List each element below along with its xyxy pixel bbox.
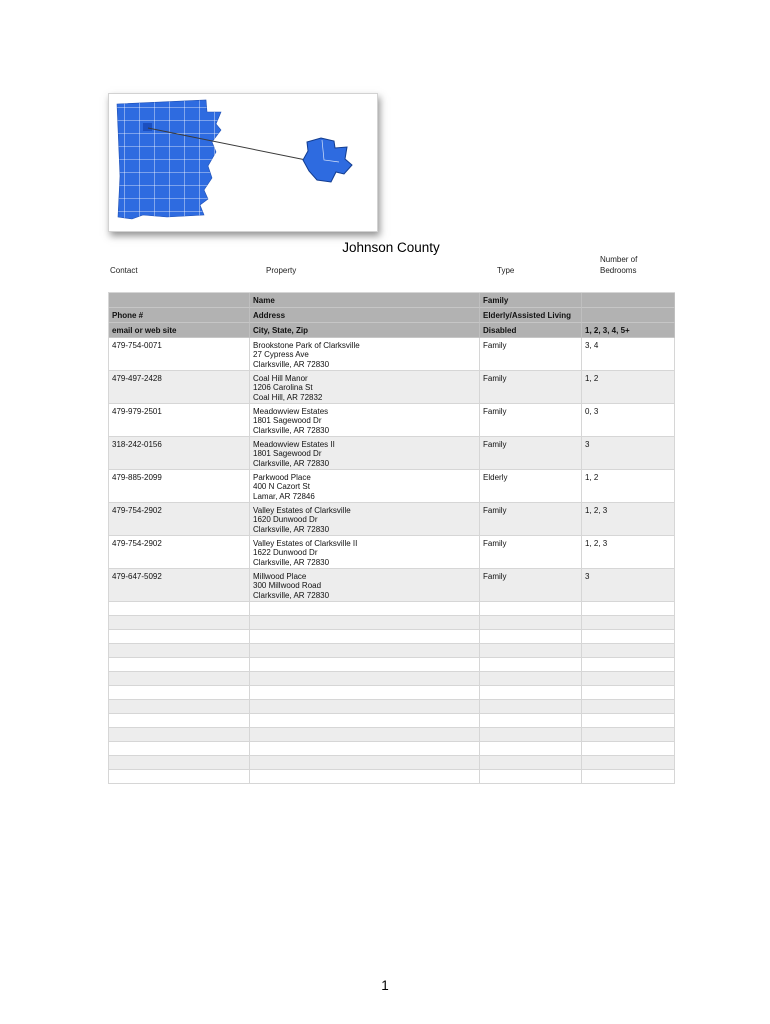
empty-cell xyxy=(109,700,250,714)
property-cell xyxy=(250,371,480,404)
empty-cell xyxy=(582,616,675,630)
housing-table xyxy=(108,292,675,784)
phone-cell: 479-754-0071 xyxy=(109,338,250,371)
empty-cell xyxy=(250,616,480,630)
table-row xyxy=(109,371,675,404)
header-family-cell: Family xyxy=(480,293,582,308)
empty-cell xyxy=(109,630,250,644)
property-address: 27 Cypress Ave xyxy=(253,350,309,360)
property-city: Clarksville, AR 72830 xyxy=(253,524,330,534)
empty-table-row xyxy=(109,672,675,686)
map-container xyxy=(108,93,378,232)
property-name: Brookstone Park of Clarksville xyxy=(253,341,360,350)
property-city: Clarksville, AR 72830 xyxy=(253,458,330,468)
property-name: Parkwood Place xyxy=(253,473,311,482)
empty-table-row xyxy=(109,616,675,630)
property-column-label: Property xyxy=(266,265,297,275)
property-name: Meadowview Estates xyxy=(253,407,329,416)
empty-cell xyxy=(250,756,480,770)
empty-cell xyxy=(480,742,582,756)
property-name: Valley Estates of Clarksville xyxy=(253,506,351,515)
empty-cell xyxy=(250,714,480,728)
page-title: Johnson County xyxy=(342,240,440,255)
phone-cell: 479-497-2428 xyxy=(109,371,250,404)
property-city: Clarksville, AR 72830 xyxy=(253,425,330,435)
empty-cell xyxy=(582,770,675,784)
property-cell xyxy=(250,437,480,470)
bedrooms-cell: 1, 2, 3 xyxy=(582,536,675,569)
bedrooms-label-line2: Bedrooms xyxy=(600,265,637,275)
type-cell: Family xyxy=(480,437,582,470)
empty-cell xyxy=(480,658,582,672)
table-row xyxy=(109,338,675,371)
bedrooms-cell: 3, 4 xyxy=(582,338,675,371)
empty-cell xyxy=(480,700,582,714)
empty-cell xyxy=(250,686,480,700)
type-cell: Family xyxy=(480,536,582,569)
table-row xyxy=(109,470,675,503)
type-column-label: Type xyxy=(497,265,515,275)
empty-cell xyxy=(582,728,675,742)
empty-cell xyxy=(480,616,582,630)
county-grid-lines xyxy=(109,94,229,226)
table-row xyxy=(109,569,675,602)
empty-cell xyxy=(480,756,582,770)
empty-cell xyxy=(250,742,480,756)
arkansas-county-map-icon xyxy=(109,94,377,231)
empty-cell xyxy=(480,728,582,742)
property-address: 400 N Cazort St xyxy=(253,482,310,492)
empty-cell xyxy=(480,686,582,700)
empty-cell xyxy=(250,644,480,658)
type-cell: Elderly xyxy=(480,470,582,503)
empty-cell xyxy=(582,672,675,686)
phone-cell: 479-979-2501 xyxy=(109,404,250,437)
header-empty-cell xyxy=(582,308,675,323)
header-phone-cell: Phone # xyxy=(109,308,250,323)
property-city: Clarksville, AR 72830 xyxy=(253,359,330,369)
type-cell: Family xyxy=(480,338,582,371)
table-header-row-3 xyxy=(109,323,675,338)
property-name: Meadowview Estates II xyxy=(253,440,335,449)
empty-cell xyxy=(250,658,480,672)
property-city: Coal Hill, AR 72832 xyxy=(253,392,323,402)
empty-cell xyxy=(109,602,250,616)
bedrooms-cell: 3 xyxy=(582,569,675,602)
empty-cell xyxy=(582,756,675,770)
empty-cell xyxy=(582,742,675,756)
empty-table-row xyxy=(109,728,675,742)
empty-cell xyxy=(250,700,480,714)
header-empty-cell xyxy=(582,293,675,308)
empty-cell xyxy=(250,630,480,644)
bedrooms-cell: 0, 3 xyxy=(582,404,675,437)
header-email-cell: email or web site xyxy=(109,323,250,338)
empty-cell xyxy=(480,644,582,658)
empty-table-row xyxy=(109,644,675,658)
empty-cell xyxy=(582,602,675,616)
header-disabled-cell: Disabled xyxy=(480,323,582,338)
empty-cell xyxy=(109,770,250,784)
empty-cell xyxy=(109,742,250,756)
table-row xyxy=(109,437,675,470)
empty-rows xyxy=(109,602,675,784)
empty-cell xyxy=(109,728,250,742)
empty-cell xyxy=(109,644,250,658)
property-city: Clarksville, AR 72830 xyxy=(253,590,330,600)
phone-cell: 479-754-2902 xyxy=(109,536,250,569)
table-header-row-1 xyxy=(109,293,675,308)
empty-table-row xyxy=(109,686,675,700)
empty-cell xyxy=(480,672,582,686)
empty-cell xyxy=(250,770,480,784)
type-cell: Family xyxy=(480,371,582,404)
phone-cell: 318-242-0156 xyxy=(109,437,250,470)
empty-cell xyxy=(480,602,582,616)
table-header-row-2 xyxy=(109,308,675,323)
empty-cell xyxy=(582,630,675,644)
empty-cell xyxy=(109,616,250,630)
page-number: 1 xyxy=(381,978,389,993)
empty-table-row xyxy=(109,602,675,616)
empty-cell xyxy=(109,756,250,770)
johnson-county-highlight xyxy=(143,123,152,131)
property-address: 1801 Sagewood Dr xyxy=(253,449,322,459)
table-row xyxy=(109,404,675,437)
empty-cell xyxy=(582,644,675,658)
phone-cell: 479-647-5092 xyxy=(109,569,250,602)
property-cell xyxy=(250,470,480,503)
type-cell: Family xyxy=(480,404,582,437)
property-address: 1801 Sagewood Dr xyxy=(253,416,322,426)
empty-cell xyxy=(109,686,250,700)
empty-cell xyxy=(480,630,582,644)
contact-column-label: Contact xyxy=(110,265,138,275)
empty-cell xyxy=(109,672,250,686)
empty-table-row xyxy=(109,756,675,770)
header-name-cell: Name xyxy=(250,293,480,308)
type-cell: Family xyxy=(480,569,582,602)
empty-table-row xyxy=(109,630,675,644)
bedrooms-cell: 3 xyxy=(582,437,675,470)
property-cell xyxy=(250,404,480,437)
header-city-cell: City, State, Zip xyxy=(250,323,480,338)
empty-cell xyxy=(582,686,675,700)
property-city: Clarksville, AR 72830 xyxy=(253,557,330,567)
bedrooms-cell: 1, 2, 3 xyxy=(582,503,675,536)
header-address-cell: Address xyxy=(250,308,480,323)
property-cell xyxy=(250,569,480,602)
property-cell xyxy=(250,536,480,569)
bedrooms-column-label xyxy=(581,255,674,276)
empty-cell xyxy=(109,714,250,728)
empty-cell xyxy=(250,602,480,616)
column-group-labels xyxy=(108,252,674,276)
empty-table-row xyxy=(109,742,675,756)
property-cell xyxy=(250,503,480,536)
property-name: Valley Estates of Clarksville II xyxy=(253,539,358,548)
empty-cell xyxy=(250,672,480,686)
empty-cell xyxy=(250,728,480,742)
property-cell xyxy=(250,338,480,371)
johnson-county-shape xyxy=(303,138,352,182)
table-row xyxy=(109,503,675,536)
empty-table-row xyxy=(109,700,675,714)
property-address: 1620 Dunwood Dr xyxy=(253,515,318,525)
header-bedrooms-cell: 1, 2, 3, 4, 5+ xyxy=(582,323,675,338)
empty-table-row xyxy=(109,658,675,672)
type-cell: Family xyxy=(480,503,582,536)
empty-table-row xyxy=(109,714,675,728)
phone-cell: 479-754-2902 xyxy=(109,503,250,536)
empty-cell xyxy=(480,714,582,728)
bedrooms-label-line1: Number of xyxy=(600,255,638,265)
empty-table-row xyxy=(109,770,675,784)
empty-cell xyxy=(582,714,675,728)
property-city: Lamar, AR 72846 xyxy=(253,491,315,501)
empty-cell xyxy=(582,700,675,714)
bedrooms-cell: 1, 2 xyxy=(582,470,675,503)
property-name: Millwood Place xyxy=(253,572,307,581)
property-address: 1622 Dunwood Dr xyxy=(253,548,318,558)
table-row xyxy=(109,536,675,569)
property-address: 1206 Carolina St xyxy=(253,383,313,393)
property-name: Coal Hill Manor xyxy=(253,374,308,383)
bedrooms-cell: 1, 2 xyxy=(582,371,675,404)
header-empty-cell xyxy=(109,293,250,308)
empty-cell xyxy=(582,658,675,672)
header-elderly-cell: Elderly/Assisted Living xyxy=(480,308,582,323)
empty-cell xyxy=(109,658,250,672)
empty-cell xyxy=(480,770,582,784)
phone-cell: 479-885-2099 xyxy=(109,470,250,503)
property-address: 300 Millwood Road xyxy=(253,581,322,591)
